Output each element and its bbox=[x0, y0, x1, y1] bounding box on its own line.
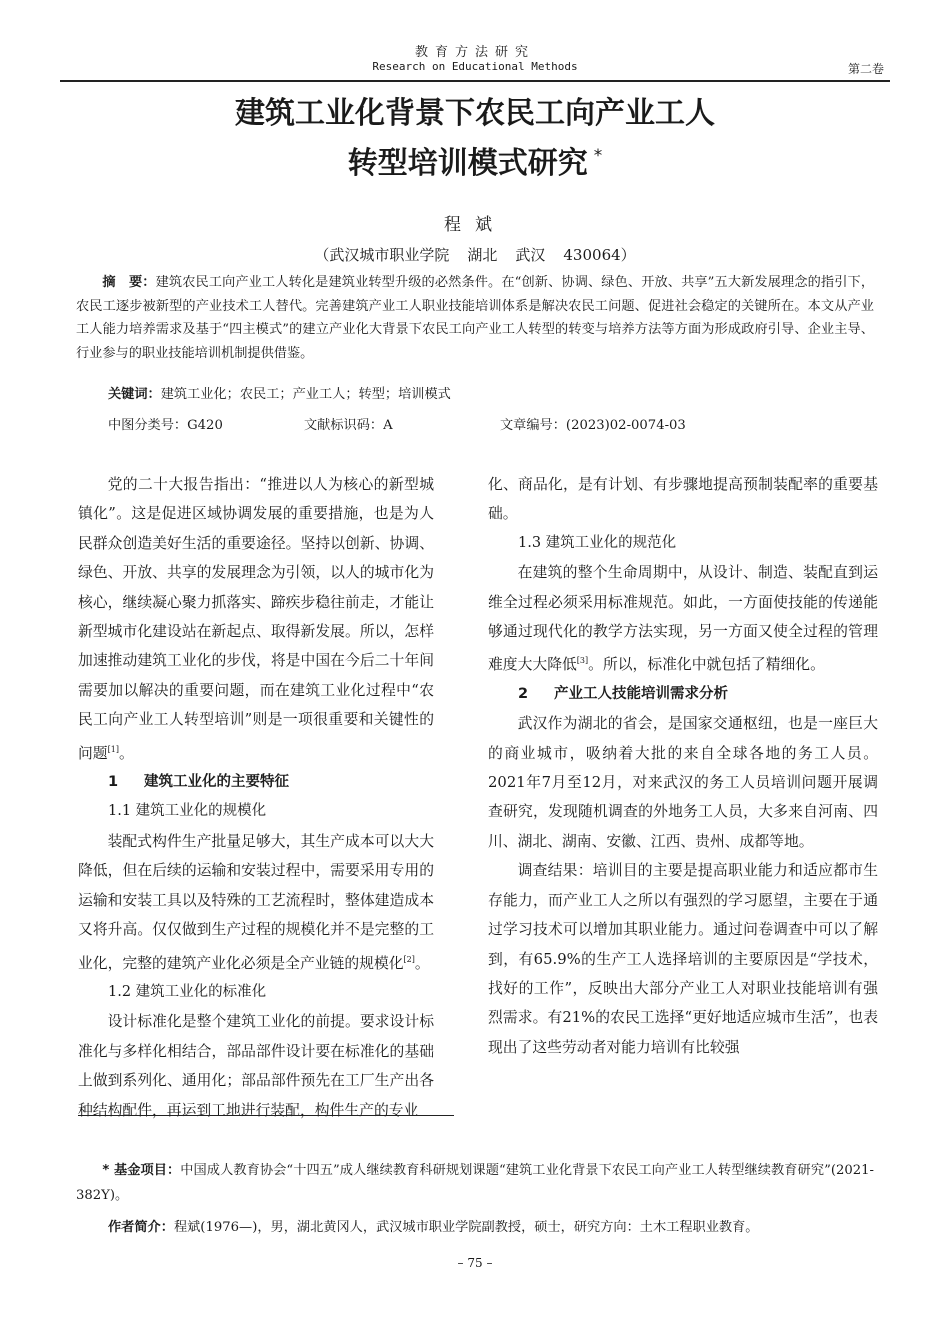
affiliation-city: 武汉 bbox=[515, 246, 546, 264]
header-divider bbox=[60, 80, 890, 82]
section-heading-2: 2 产业工人技能培训需求分析 bbox=[518, 685, 728, 702]
reference-1[interactable]: [1] bbox=[107, 744, 119, 754]
funding-text: 中国成人教育协会“十四五”成人继续教育科研规划课题“建筑工业化背景下农民工向产业工人转型继续教育研究”(2021-382Y)。 bbox=[76, 1163, 874, 1203]
subsection-heading-1-2: 1.2 建筑工业化的标准化 bbox=[108, 983, 267, 1000]
title-line-1: 建筑工业化背景下农民工向产业工人 bbox=[235, 96, 715, 131]
volume-label: 第二卷 bbox=[847, 62, 884, 76]
journal-name-cn: 教育方法研究 bbox=[414, 45, 535, 60]
page-number: – 75 – bbox=[457, 1256, 493, 1270]
running-header bbox=[60, 38, 890, 78]
affiliation-postcode: 430064） bbox=[563, 246, 636, 264]
article-title bbox=[60, 92, 890, 185]
bio-label: 作者简介： bbox=[108, 1220, 174, 1235]
funding-label: * 基金项目： bbox=[102, 1163, 181, 1178]
paragraph-intro: 党的二十大报告指出：“推进以人为核心的新型城镇化”。这是促进区域协调发展的重要措施，也是为人民群众创造美好生活的重要途径。坚持以创新、协调、绿色、开放、共享的发展理念为引领，以人的城市化为核心，继续凝心聚力抓落实、蹄疾步稳往前走，才能让新型城市化建设站在新起点、取得新发展。所以，怎样加速推动建筑工业化的步伐，将是中国在今后二十年间需要加以解决的重要问题，而在建筑工业化过程中“农民工向产业工人转型培训”则是一项很重要和关键性的问题[1]。 bbox=[78, 476, 434, 762]
abstract-text: 建筑农民工向产业工人转化是建筑业转型升级的必然条件。在“创新、协调、绿色、开放、共享”五大新发展理念的指引下，农民工逐步被新型的产业技术工人替代。完善建筑产业工人职业技能培训体系是解决农民工问题、促进社会稳定的关键所在。本文从产业工人能力培养需求及基于“四主模式”的建立产业化大背景下农民工向产业工人转型的转变与培养方法等方面为形成政府引导、企业主导、行业参与的职业技能培训机制提供借鉴。 bbox=[76, 275, 875, 361]
keywords bbox=[108, 383, 874, 402]
paragraph-2-a: 武汉作为湖北的省会，是国家交通枢纽，也是一座巨大的商业城市，吸纳着大批的来自全球各地的务工人员。2021年7月至12月，对来武汉的务工人员培训问题开展调查研究，发现随机调查的外地务工人员，大多来自河南、四川、湖北、湖南、安徽、江西、贵州、成都等地。 bbox=[488, 715, 878, 850]
article-number: 文章编号：(2023)02-0074-03 bbox=[500, 418, 686, 433]
subsection-heading-1-1: 1.1 建筑工业化的规模化 bbox=[108, 803, 267, 820]
affiliation-province: 湖北 bbox=[467, 246, 498, 264]
paragraph-1-1: 装配式构件生产批量足够大，其生产成本可以大大降低，但在后续的运输和安装过程中，需要采用专用的运输和安装工具以及特殊的工艺流程时，整体建造成本又将升高。仅仅做到生产过程的规模化并不是完整的工业化，完整的建筑产业化必须是全产业链的规模化[2]。 bbox=[78, 832, 434, 972]
body-column-left bbox=[78, 470, 434, 1125]
author-affiliation bbox=[0, 244, 950, 265]
paragraph-1-3: 在建筑的整个生命周期中，从设计、制造、装配直到运维全过程必须采用标准规范。如此，一方面使技能的传递能够通过现代化的教学方法实现，另一方面又使全过程的管理难度大大降低[3]。所以，标准化中就包括了精细化。 bbox=[488, 564, 878, 674]
title-footnote-mark: * bbox=[593, 146, 603, 166]
classification-line bbox=[108, 414, 874, 434]
abstract bbox=[76, 271, 874, 365]
funding-note bbox=[76, 1158, 874, 1208]
journal-name-en: Research on Educational Methods bbox=[372, 60, 578, 73]
document-code: 文献标识码：A bbox=[304, 418, 393, 433]
bio-text: 程斌(1976—)，男，湖北黄冈人，武汉城市职业学院副教授，硕士，研究方向：土木工程职业教育。 bbox=[173, 1220, 759, 1235]
keywords-text: 建筑工业化；农民工；产业工人；转型；培训模式 bbox=[160, 387, 451, 402]
keywords-label: 关键词： bbox=[108, 387, 161, 402]
clc-number: 中图分类号：G420 bbox=[108, 418, 223, 433]
paragraph-1-2-continued: 化、商品化，是有计划、有步骤地提高预制装配率的重要基础。 bbox=[488, 476, 878, 523]
paragraph-1-2: 设计标准化是整个建筑工业化的前提。要求设计标准化与多样化相结合，部品部件设计要在标准化的基础上做到系列化、通用化；部品部件预先在工厂生产出各种结构配件，再运到工地进行装配，构件生产的专业 bbox=[78, 1013, 434, 1119]
author-name: 程斌 bbox=[444, 215, 506, 235]
subsection-heading-1-3: 1.3 建筑工业化的规范化 bbox=[518, 534, 677, 551]
paragraph-2-b: 调查结果：培训目的主要是提高职业能力和适应都市生存能力，而产业工人之所以有强烈的学习愿望，主要在于通过学习技术可以增加其职业能力。通过问卷调查中可以了解到，有65.9%的生产工人选择培训的主要原因是“学技术，找好的工作”，反映出大部分产业工人对职业技能培训有强烈需求。有21%的农民工选择“更好地适应城市生活”，也表现出了这些劳动者对能力培训有比较强 bbox=[488, 862, 878, 1056]
reference-3[interactable]: [3] bbox=[576, 656, 589, 666]
title-line-2: 转型培训模式研究 bbox=[347, 146, 588, 181]
body-column-right bbox=[488, 470, 878, 1062]
footnote-divider bbox=[78, 1115, 454, 1116]
affiliation-school: （武汉城市职业学院 bbox=[314, 246, 450, 264]
abstract-label: 摘 要： bbox=[102, 275, 156, 290]
reference-2[interactable]: [2] bbox=[403, 954, 415, 964]
author-bio bbox=[108, 1216, 874, 1235]
section-heading-1: 1 建筑工业化的主要特征 bbox=[108, 774, 289, 791]
